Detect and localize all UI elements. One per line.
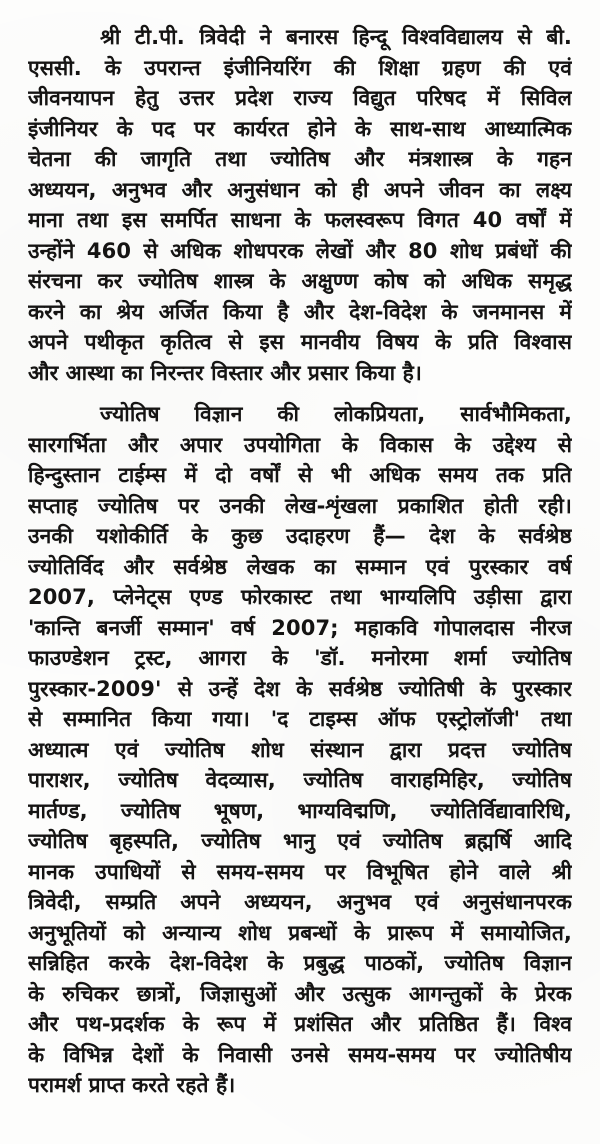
text-line: और पथ-प्रदर्शक के रूप में प्रशंसित और प्रतिष्ठित हैं। विश्व bbox=[28, 1012, 572, 1036]
text-line: ज्योतिर्विद और सर्वश्रेष्ठ लेखक का सम्मान एवं पुरस्कार वर्ष bbox=[28, 554, 572, 579]
paragraph-2 bbox=[28, 399, 572, 1101]
text-line: सन्निहित करके देश-विदेश के प्रबुद्ध पाठकों, ज्योतिष विज्ञान bbox=[28, 951, 572, 975]
text-line: एससी. के उपरान्त इंजीनियरिंग की शिक्षा ग्रहण की एवं bbox=[28, 55, 572, 80]
text-line: माना तथा इस समर्पित साधना के फलस्वरूप विगत 40 वर्षों में bbox=[28, 208, 572, 232]
paragraph-1 bbox=[28, 22, 572, 388]
text-line: और आस्था का निरन्तर विस्तार और प्रसार किया है। bbox=[28, 360, 422, 385]
text-line: के विभिन्न देशों के निवासी उनसे समय-समय पर ज्योतिषीय bbox=[28, 1042, 572, 1067]
text-line: अनुभूतियों को अन्यान्य शोध प्रबन्धों के प्रारूप में समायोजित, bbox=[28, 920, 572, 945]
text-line: अध्ययन, अनुभव और अनुसंधान को ही अपने जीवन का लक्ष्य bbox=[28, 177, 572, 202]
text-line: सारगर्भिता और अपार उपयोगिता के विकास के उद्देश्य से bbox=[28, 432, 572, 457]
text-line: मानक उपाधियों से समय-समय पर विभूषित होने वाले श्री bbox=[28, 859, 572, 884]
text-line: 2007, प्लेनेट्स एण्ड फोरकास्ट तथा भाग्यलिपि उड़ीसा द्वारा bbox=[28, 585, 572, 609]
text-line: ज्योतिष बृहस्पति, ज्योतिष भानु एवं ज्योतिष ब्रह्मर्षि आदि bbox=[28, 829, 572, 853]
text-line: पुरस्कार-2009' से उन्हें देश के सर्वश्रेष्ठ ज्योतिषी के पुरस्कार bbox=[28, 676, 572, 701]
text-line: उन्होंने 460 से अधिक शोधपरक लेखों और 80 शोध प्रबंधों की bbox=[28, 238, 572, 263]
text-line: के रुचिकर छात्रों, जिज्ञासुओं और उत्सुक आगन्तुकों के प्रेरक bbox=[28, 981, 572, 1006]
text-line: अध्यात्म एवं ज्योतिष शोध संस्थान द्वारा प्रदत्त ज्योतिष bbox=[28, 737, 572, 762]
text-line: सप्ताह ज्योतिष पर उनकी लेख-शृंखला प्रकाशित होती रही। bbox=[28, 493, 572, 518]
text-line: 'कान्ति बनर्जी सम्मान' वर्ष 2007; महाकवि गोपालदास नीरज bbox=[28, 615, 572, 640]
text-line: चेतना की जागृति तथा ज्योतिष और मंत्रशास्त्र के गहन bbox=[28, 147, 572, 171]
text-line: इंजीनियर के पद पर कार्यरत होने के साथ-साथ आध्यात्मिक bbox=[28, 116, 572, 141]
text-block bbox=[28, 22, 572, 1101]
text-line: अपने पथीकृत कृतित्व से इस मानवीय विषय के प्रति विश्वास bbox=[28, 330, 572, 354]
text-line: परामर्श प्राप्त करते रहते हैं। bbox=[28, 1073, 236, 1097]
text-line: मार्तण्ड, ज्योतिष भूषण, भाग्यविद्मणि, ज्योतिर्विद्यावारिधि, bbox=[28, 798, 572, 823]
text-line: श्री टी.पी. त्रिवेदी ने बनारस हिन्दू विश्वविद्यालय से बी. bbox=[100, 25, 572, 49]
text-line: पाराशर, ज्योतिष वेदव्यास, ज्योतिष वाराहमिहिर, ज्योतिष bbox=[28, 768, 572, 792]
text-line: करने का श्रेय अर्जित किया है और देश-विदेश के जनमानस में bbox=[28, 299, 572, 324]
text-line: हिन्दुस्तान टाईम्स में दो वर्षों से भी अधिक समय तक प्रति bbox=[28, 463, 572, 487]
text-line: ज्योतिष विज्ञान की लोकप्रियता, सार्वभौमिकता, bbox=[100, 402, 572, 426]
text-line: त्रिवेदी, सम्प्रति अपने अध्ययन, अनुभव एवं अनुसंधानपरक bbox=[28, 890, 572, 914]
text-line: फाउण्डेशन ट्रस्ट, आगरा के 'डॉ. मनोरमा शर्मा ज्योतिष bbox=[28, 646, 572, 670]
text-line: उनकी यशोकीर्ति के कुछ उदाहरण हैं— देश के सर्वश्रेष्ठ bbox=[28, 524, 572, 548]
text-line: जीवनयापन हेतु उत्तर प्रदेश राज्य विद्युत परिषद में सिविल bbox=[28, 86, 572, 110]
text-line: संरचना कर ज्योतिष शास्त्र के अक्षुण्ण कोष को अधिक समृद्ध bbox=[28, 269, 572, 293]
text-line: से सम्मानित किया गया। 'द टाइम्स ऑफ एस्ट्रोलॉजी' तथा bbox=[28, 707, 572, 731]
